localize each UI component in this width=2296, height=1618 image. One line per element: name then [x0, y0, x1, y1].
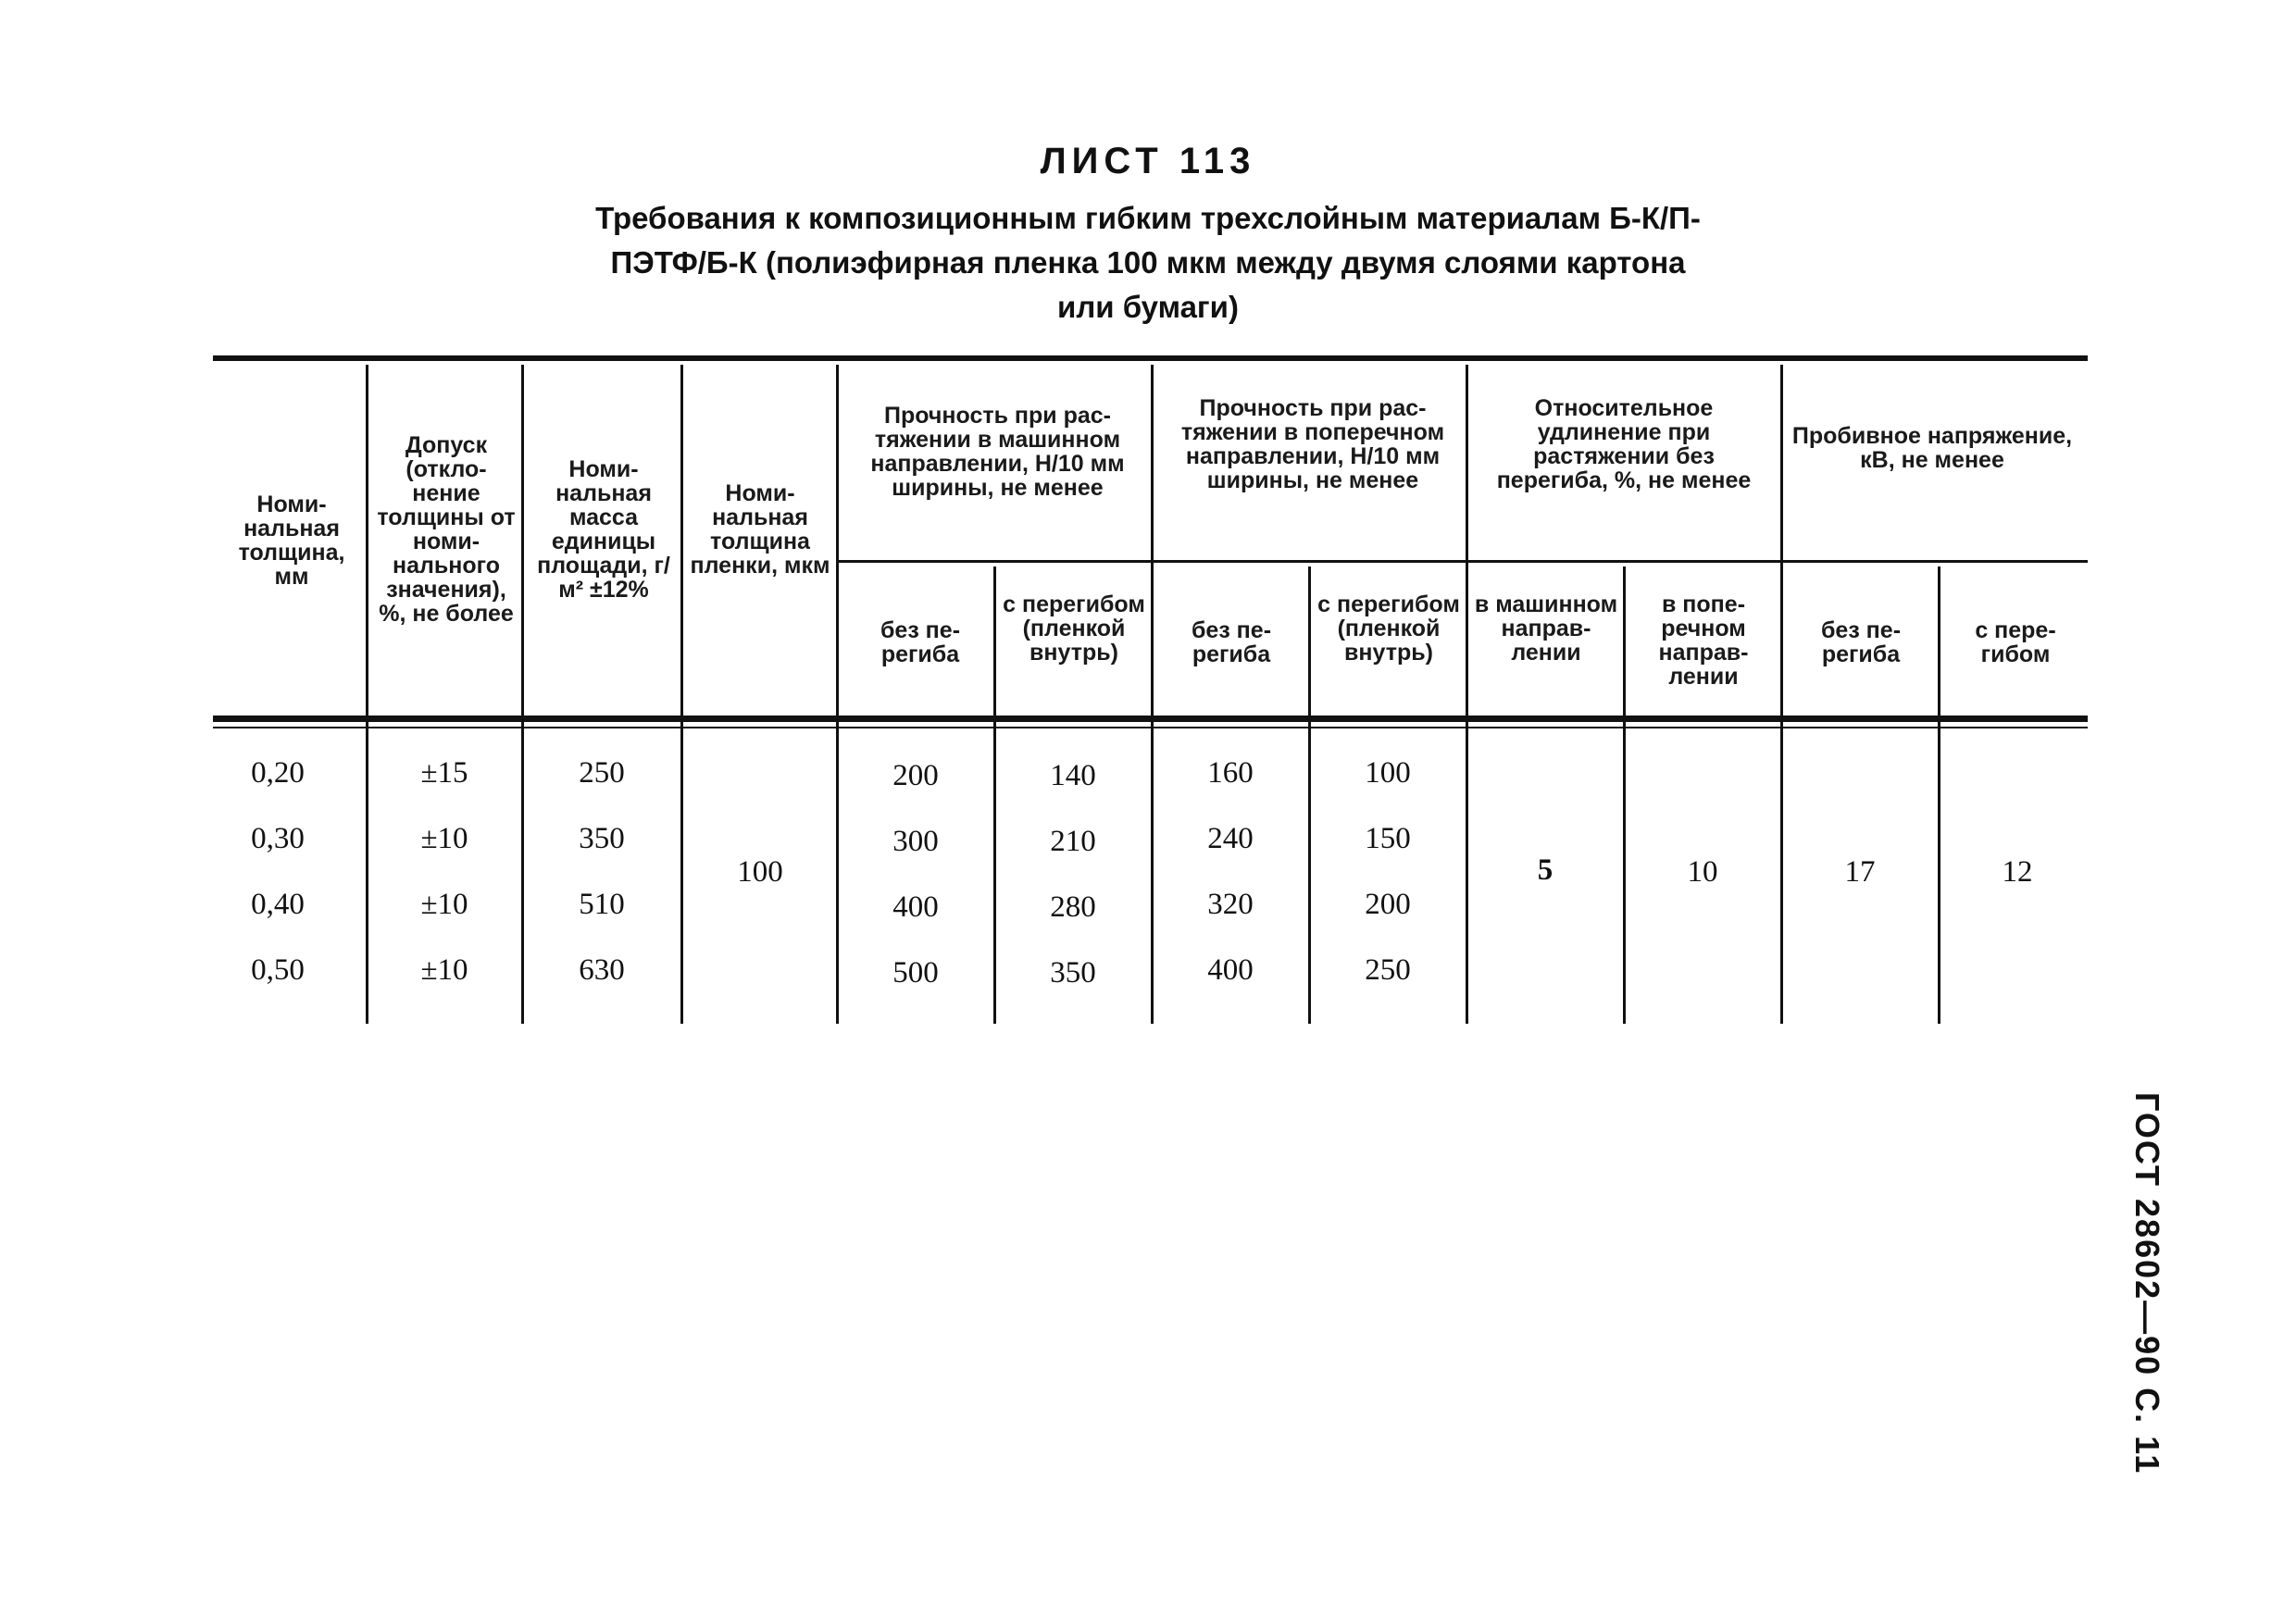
cell-strength-machine-with-bend: 280: [1050, 890, 1096, 924]
cell-thickness: 0,30: [251, 822, 305, 855]
subheader-strength-machine-no-bend: без перегиба: [880, 617, 961, 667]
header-mass: Номинальная масса единицы площади, г/м² ±12%: [537, 456, 670, 603]
subheader-elongation-cross: в поперечном направлении: [1658, 591, 1749, 690]
header-film-thickness: Номинальная толщина пленки, мкм: [690, 480, 830, 579]
column-divider: [1780, 365, 1783, 1024]
table-top-rule: [213, 355, 2088, 361]
subheader-strength-cross-with-bend: с перегибом (пленкой внутрь): [1317, 591, 1460, 666]
cell-thickness: 0,20: [251, 756, 305, 790]
cell-strength-machine-with-bend: 210: [1050, 825, 1096, 858]
header-strength-cross: Прочность при растяжении в поперечном направлении, Н/10 мм ширины, не менее: [1180, 395, 1445, 493]
column-divider: [680, 365, 683, 1024]
subheader-strength-cross-no-bend: без перегиба: [1191, 617, 1272, 667]
cell-tolerance: ±10: [420, 953, 468, 987]
subheader-elongation-machine: в машинном направлении: [1474, 591, 1618, 666]
table-caption: [0, 196, 2296, 330]
cell-strength-cross-no-bend: 320: [1207, 888, 1254, 921]
column-divider: [1151, 365, 1154, 1024]
header-elongation: Относительное удлинение при растяжении без перегиба, %, не менее: [1496, 395, 1752, 493]
caption-text: Требования к композиционным гибким трехслойным материалам Б-К/П-ПЭТФ/Б-К (полиэфирная пленка 100 мкм между двумя слоями картона или бумаги): [595, 201, 1701, 324]
column-divider: [1466, 365, 1468, 1024]
cell-tolerance: ±15: [420, 756, 468, 790]
subheader-rule: [838, 560, 2088, 563]
header-tolerance: Допуск (отклонение толщины от номинального значения), %, не более: [377, 432, 516, 627]
cell-strength-machine-no-bend: 400: [892, 890, 939, 924]
cell-tolerance: ±10: [420, 822, 468, 855]
cell-strength-cross-with-bend: 100: [1365, 756, 1411, 790]
cell-film-thickness: 100: [737, 855, 783, 889]
cell-mass: 350: [579, 822, 625, 855]
cell-strength-cross-no-bend: 400: [1207, 953, 1254, 987]
cell-strength-machine-no-bend: 500: [892, 956, 939, 989]
header-breakdown-voltage: Пробивное напряжение, кВ, не менее: [1791, 423, 2073, 473]
cell-elongation-machine: 5: [1537, 853, 1554, 887]
cell-strength-machine-with-bend: 140: [1050, 759, 1096, 792]
subheader-strength-machine-with-bend: с перегибом (пленкой внутрь): [1003, 591, 1145, 666]
cell-elongation-cross: 10: [1687, 855, 1718, 889]
cell-mass: 630: [579, 953, 625, 987]
subheader-breakdown-with-bend: с перегибом: [1975, 617, 2056, 667]
column-divider: [521, 365, 524, 1024]
cell-mass: 250: [579, 756, 625, 790]
column-divider: [1938, 566, 1940, 1024]
cell-strength-cross-with-bend: 150: [1365, 822, 1411, 855]
cell-strength-cross-with-bend: 200: [1365, 888, 1411, 921]
subheader-breakdown-no-bend: без перегиба: [1820, 617, 1902, 667]
sheet-title: ЛИСТ 113: [1040, 141, 1256, 181]
cell-breakdown-with-bend: 12: [2002, 855, 2033, 889]
header-strength-machine: Прочность при растяжении в машинном направлении, Н/10 мм ширины, не менее: [870, 403, 1125, 501]
cell-strength-machine-with-bend: 350: [1050, 956, 1096, 989]
cell-strength-cross-with-bend: 250: [1365, 953, 1411, 987]
column-divider: [366, 365, 368, 1024]
cell-strength-machine-no-bend: 200: [892, 759, 939, 792]
standard-page-label: ГОСТ 28602—90 С. 11: [2128, 1092, 2166, 1475]
cell-strength-cross-no-bend: 240: [1207, 822, 1254, 855]
header-nominal-thickness: Номинальная толщина, мм: [238, 492, 345, 590]
cell-mass: 510: [579, 888, 625, 921]
cell-strength-machine-no-bend: 300: [892, 825, 939, 858]
cell-strength-cross-no-bend: 160: [1207, 756, 1254, 790]
cell-tolerance: ±10: [420, 888, 468, 921]
cell-thickness: 0,40: [251, 888, 305, 921]
column-divider: [1623, 566, 1626, 1024]
cell-breakdown-no-bend: 17: [1844, 855, 1876, 889]
cell-thickness: 0,50: [251, 953, 305, 987]
